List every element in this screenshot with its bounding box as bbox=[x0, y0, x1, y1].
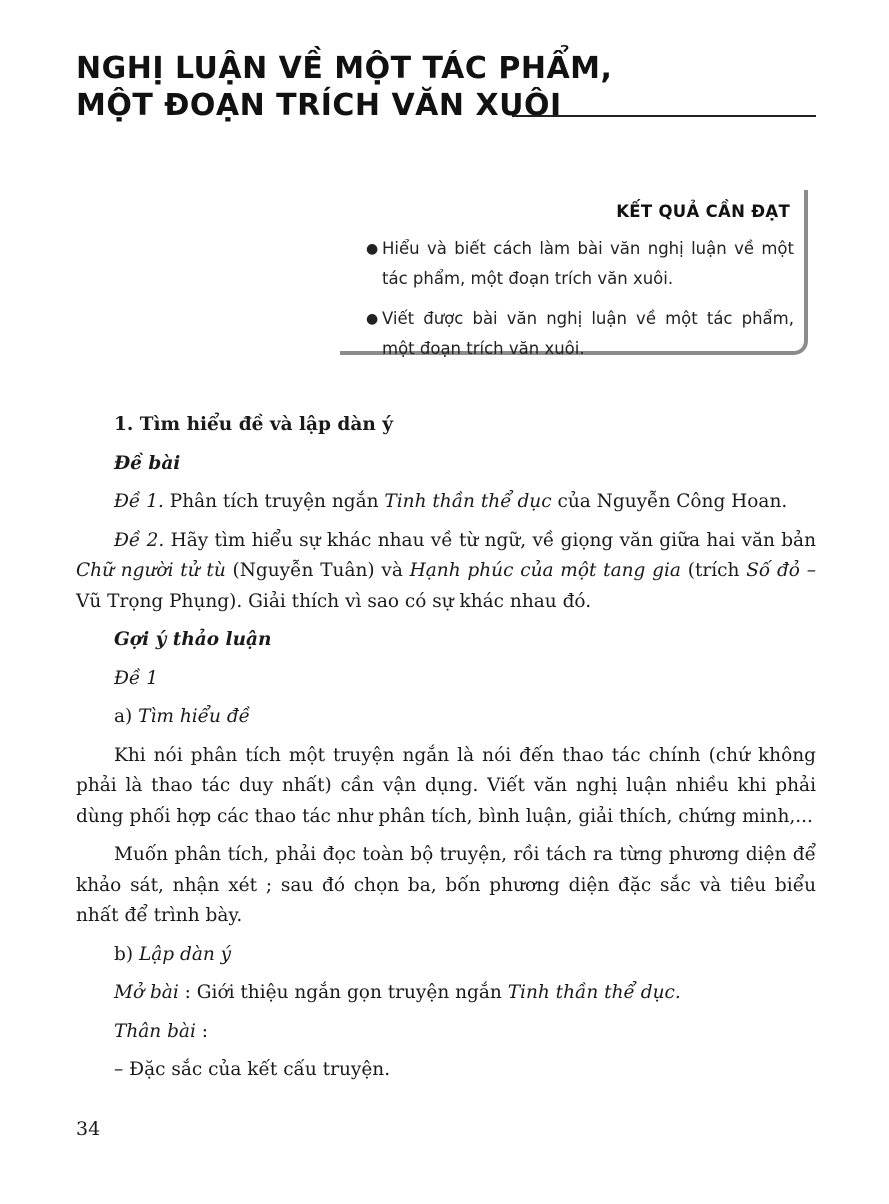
de-1-label bbox=[76, 664, 816, 695]
outcome-item bbox=[366, 304, 794, 364]
step-a-prefix: a) bbox=[114, 706, 139, 727]
bullet-icon: ● bbox=[366, 311, 379, 327]
learning-outcomes-box bbox=[340, 190, 808, 358]
title-line-2: MỘT ĐOẠN TRÍCH VĂN XUÔI bbox=[76, 88, 562, 123]
de-1-text: Đề 1 bbox=[114, 667, 158, 689]
section-heading-text: 1. Tìm hiểu đề và lập dàn ý bbox=[114, 414, 393, 435]
mo-bai-text: : Giới thiệu ngắn gọn truyện ngắn bbox=[178, 982, 508, 1003]
prompt-2-text-d: – Vũ Trọng Phụng). Giải thích vì sao có sự khác nhau đó. bbox=[76, 560, 816, 612]
step-b bbox=[76, 940, 816, 971]
paragraph-1: Khi nói phân tích một truyện ngắn là nói đến thao tác chính (chứ không phải là thao tác duy nhất) cần vận dụng. Viết văn nghị luận nhiều khi phải dùng phối hợp các thao tác như phân tích, bình luận, giải thích, chứng minh,... bbox=[76, 744, 816, 827]
prompt-2-work-2: Hạnh phúc của một tang gia bbox=[409, 560, 681, 581]
page-title bbox=[76, 50, 612, 124]
prompt-1-work: Tinh thần thể dục bbox=[384, 491, 552, 512]
title-line-1: NGHỊ LUẬN VỀ MỘT TÁC PHẨM, bbox=[76, 51, 613, 86]
step-b-prefix: b) bbox=[114, 943, 139, 965]
prompt-2-work-3: Số đỏ bbox=[746, 560, 800, 581]
outcomes-list bbox=[366, 234, 794, 374]
title-rule bbox=[512, 115, 816, 117]
outcome-text: Hiểu và biết cách làm bài văn nghị luận về một tác phẩm, một đoạn trích văn xuôi. bbox=[382, 239, 794, 288]
step-a bbox=[76, 702, 816, 733]
prompt-2 bbox=[76, 526, 816, 618]
main-content bbox=[76, 410, 816, 1094]
mo-bai-work: Tinh thần thể dục. bbox=[507, 982, 681, 1003]
than-bai bbox=[76, 1017, 816, 1048]
de-bai-text: Đề bài bbox=[114, 452, 181, 474]
mo-bai bbox=[76, 978, 816, 1009]
outcomes-heading: KẾT QUẢ CẦN ĐẠT bbox=[616, 202, 790, 221]
prompt-2-text-c: (trích bbox=[680, 560, 747, 581]
step-a-text: Tìm hiểu đề bbox=[138, 706, 251, 727]
prompt-2-text-b: (Nguyễn Tuân) và bbox=[225, 560, 410, 581]
bullet-icon: ● bbox=[366, 241, 379, 257]
prompt-2-text-a: Hãy tìm hiểu sự khác nhau về từ ngữ, về giọng văn giữa hai văn bản bbox=[164, 529, 816, 551]
prompt-2-work-1: Chữ người tử tù bbox=[76, 560, 226, 581]
prompt-1-text-b: của Nguyễn Công Hoan. bbox=[551, 491, 788, 512]
paragraph-2: Muốn phân tích, phải đọc toàn bộ truyện, rồi tách ra từng phương diện để khảo sát, nhận xét ; sau đó chọn ba, bốn phương diện đặc sắc và tiêu biểu nhất để trình bày. bbox=[76, 844, 816, 926]
prompt-2-label: Đề 2. bbox=[114, 529, 165, 551]
discussion-text: Gợi ý thảo luận bbox=[114, 629, 272, 650]
de-bai-label bbox=[76, 449, 816, 480]
than-bai-label: Thân bài bbox=[114, 1020, 196, 1042]
prompt-1-text-a: Phân tích truyện ngắn bbox=[163, 491, 385, 512]
outcome-item bbox=[366, 234, 794, 294]
section-heading bbox=[76, 410, 816, 441]
outcome-text: Viết được bài văn nghị luận về một tác phẩm, một đoạn trích văn xuôi. bbox=[382, 309, 794, 358]
prompt-1-label: Đề 1. bbox=[114, 491, 164, 512]
bullet-structure: – Đặc sắc của kết cấu truyện. bbox=[114, 1059, 391, 1080]
mo-bai-label: Mở bài bbox=[114, 982, 179, 1003]
step-b-text: Lập dàn ý bbox=[138, 943, 232, 965]
page-number: 34 bbox=[76, 1118, 101, 1140]
than-bai-text: : bbox=[195, 1020, 208, 1042]
prompt-1 bbox=[76, 487, 816, 518]
discussion-label bbox=[76, 625, 816, 656]
